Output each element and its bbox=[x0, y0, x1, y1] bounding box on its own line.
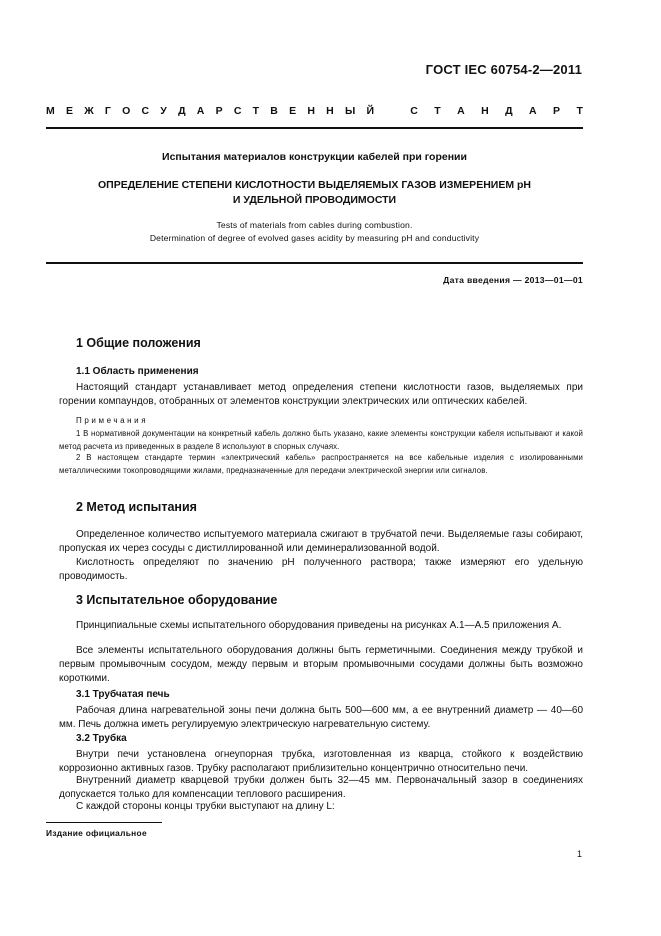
heading-letter: Д bbox=[178, 105, 186, 117]
standard-word bbox=[410, 105, 583, 117]
heading-letter: Е bbox=[289, 105, 297, 117]
heading-letter: Р bbox=[215, 105, 223, 117]
top-rule bbox=[46, 127, 583, 129]
section-3-paragraph-1: Принципиальные схемы испытательного оборудования приведены на рисунках А.1—А.5 приложения А. bbox=[76, 620, 562, 631]
heading-letter: Н bbox=[481, 105, 489, 117]
notes-heading: Примечания bbox=[76, 416, 149, 425]
section-2-paragraph-2: Кислотность определяют по значению рН полученного раствора; также измеряют его удельную проводимость. bbox=[59, 557, 583, 582]
section-2-paragraph-1: Определенное количество испытуемого материала сжигают в трубчатой печи. Выделяемые газы собирают, пропуская их через сосуды с дистиллированной или деминерализованной водой. bbox=[59, 529, 583, 554]
interstate-standard-heading bbox=[46, 105, 583, 117]
section-3-1-text: Рабочая длина нагревательной зоны печи должна быть 500—600 мм, а ее внутренний диаметр — 40—60 мм. Печь должна иметь регулируемую электрическую нагревательную систему. bbox=[59, 705, 583, 730]
heading-letter: С bbox=[410, 105, 418, 117]
intro-date: Дата введения — 2013—01—01 bbox=[443, 275, 583, 285]
section-1-1-title: 1.1 Область применения bbox=[76, 366, 199, 377]
gost-code: ГОСТ IEC 60754-2—2011 bbox=[425, 62, 582, 77]
heading-letter: У bbox=[160, 105, 167, 117]
heading-letter: С bbox=[141, 105, 150, 117]
section-3-2-paragraph-3: С каждой стороны концы трубки выступают на длину L: bbox=[76, 801, 335, 812]
heading-letter: Ж bbox=[84, 105, 94, 117]
section-3-2-title: 3.2 Трубка bbox=[76, 733, 127, 744]
note-1: 1 В нормативной документации на конкретный кабель должно быть указано, какие элементы конструкции кабеля испытывают и какой метод расчета из приведенных в разделе 8 используют в спорных случаях. bbox=[59, 429, 583, 451]
heading-letter: Н bbox=[307, 105, 315, 117]
title-rule bbox=[46, 262, 583, 264]
heading-letter: Е bbox=[65, 105, 73, 117]
title-line-2: И УДЕЛЬНОЙ ПРОВОДИМОСТИ bbox=[232, 194, 397, 206]
section-1-1-text: Настоящий стандарт устанавливает метод определения степени кислотности газов, выделяемых при горении компаундов, отобранных от элементов конструкции электрических или оптических кабелей. bbox=[59, 382, 583, 407]
footer-rule bbox=[46, 822, 162, 823]
section-3-title: 3 Испытательное оборудование bbox=[76, 593, 278, 607]
english-title bbox=[46, 219, 583, 245]
heading-letter: Н bbox=[326, 105, 334, 117]
heading-letter: М bbox=[46, 105, 55, 117]
heading-letter: А bbox=[529, 105, 537, 117]
section-3-paragraph-2: Все элементы испытательного оборудования должны быть герметичными. Соединения между трубкой и первым промывочным сосудом, между первым и вторым промывочными сосудами должны быть возможно короткими. bbox=[59, 645, 583, 684]
section-2-title: 2 Метод испытания bbox=[76, 500, 197, 514]
heading-letter: Т bbox=[576, 105, 583, 117]
heading-letter: Т bbox=[252, 105, 260, 117]
heading-letter: Т bbox=[434, 105, 441, 117]
english-line-1: Tests of materials from cables during combustion. bbox=[216, 220, 413, 230]
section-3-1-title: 3.1 Трубчатая печь bbox=[76, 689, 170, 700]
heading-letter: Й bbox=[366, 105, 374, 117]
standard-title bbox=[46, 178, 583, 208]
note-2: 2 В настоящем стандарте термин «электрический кабель» распространяется на все кабельные изделия с изолированными металлическими токопроводящими жилами, предназначенные для передачи электрической энергии или сигналов. bbox=[59, 453, 583, 475]
heading-letter: С bbox=[233, 105, 242, 117]
section-3-2-paragraph-1: Внутри печи установлена огнеупорная трубка, изготовленная из кварца, стойкого к воздействию коррозионно активных газов. Трубку располагают приблизительно концентрично относительно печи. bbox=[59, 749, 583, 774]
heading-letter: Д bbox=[505, 105, 513, 117]
heading-letter: А bbox=[196, 105, 205, 117]
heading-letter: Ы bbox=[344, 105, 356, 117]
heading-letter: В bbox=[270, 105, 278, 117]
heading-letter: О bbox=[122, 105, 131, 117]
official-edition-label: Издание официальное bbox=[46, 828, 147, 838]
section-3-2-paragraph-2: Внутренний диаметр кварцевой трубки должен быть 32—45 мм. Первоначальный зазор в соединениях допускается только для компенсации теплового расширения. bbox=[59, 775, 583, 800]
title-line-1: ОПРЕДЕЛЕНИЕ СТЕПЕНИ КИСЛОТНОСТИ ВЫДЕЛЯЕМЫХ ГАЗОВ ИЗМЕРЕНИЕМ рН bbox=[97, 179, 531, 191]
page-number: 1 bbox=[576, 849, 582, 859]
heading-letter: А bbox=[457, 105, 465, 117]
heading-letter: Р bbox=[553, 105, 561, 117]
heading-letter: Г bbox=[104, 105, 111, 117]
english-line-2: Determination of degree of evolved gases acidity by measuring pH and conductivity bbox=[149, 233, 480, 243]
interstate-word bbox=[46, 105, 374, 117]
standard-subtitle: Испытания материалов конструкции кабелей при горении bbox=[162, 151, 467, 163]
section-1-title: 1 Общие положения bbox=[76, 336, 201, 350]
